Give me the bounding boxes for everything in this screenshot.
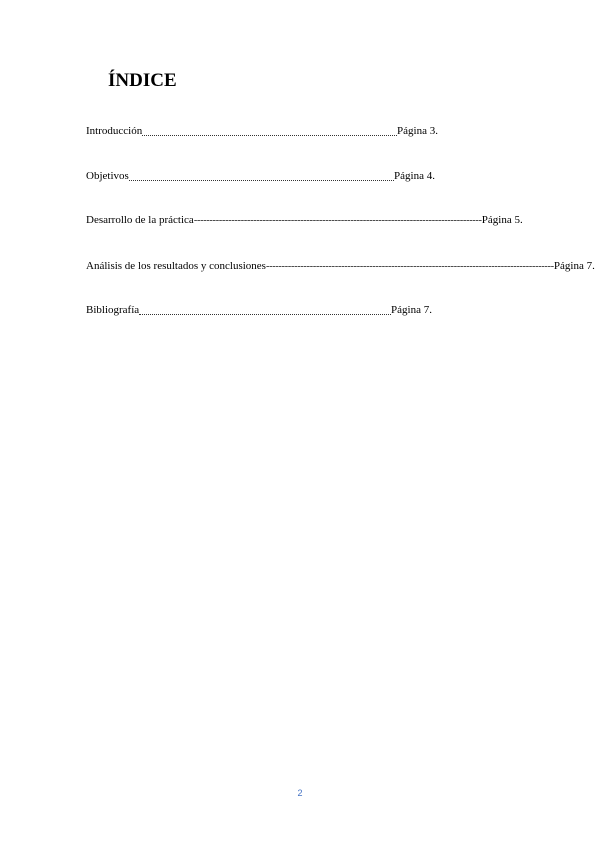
toc-entry-page: Página 4. bbox=[394, 170, 435, 182]
toc-entry-bibliografia[interactable] bbox=[86, 303, 432, 317]
toc-entry-page: Página 5. bbox=[481, 214, 523, 226]
toc-leader bbox=[129, 170, 394, 181]
page-number: 2 bbox=[297, 788, 303, 798]
toc-entry-desarrollo[interactable] bbox=[86, 213, 523, 227]
toc-leader: -------------------------------------------------------------------------------------------- bbox=[193, 215, 482, 226]
page-title: ÍNDICE bbox=[108, 70, 177, 91]
toc-entry-label: Desarrollo de la práctica bbox=[86, 214, 194, 226]
toc-entry-page: Página 7. bbox=[391, 304, 432, 316]
toc-leader bbox=[139, 304, 391, 315]
toc-leader bbox=[142, 125, 397, 136]
toc-entry-page: Página 7. bbox=[553, 260, 595, 272]
toc-entry-introduccion[interactable] bbox=[86, 124, 438, 138]
toc-leader: -------------------------------------------------------------------------------------------- bbox=[265, 261, 554, 272]
toc-entry-analisis[interactable] bbox=[86, 259, 595, 273]
toc-entry-objetivos[interactable] bbox=[86, 169, 435, 183]
toc-entry-label: Bibliografía bbox=[86, 304, 140, 316]
toc-entry-label: Objetivos bbox=[86, 170, 129, 182]
toc-entry-page: Página 3. bbox=[397, 125, 438, 137]
toc-entry-label: Análisis de los resultados y conclusiones bbox=[86, 260, 266, 272]
toc-entry-label: Introducción bbox=[86, 125, 143, 137]
